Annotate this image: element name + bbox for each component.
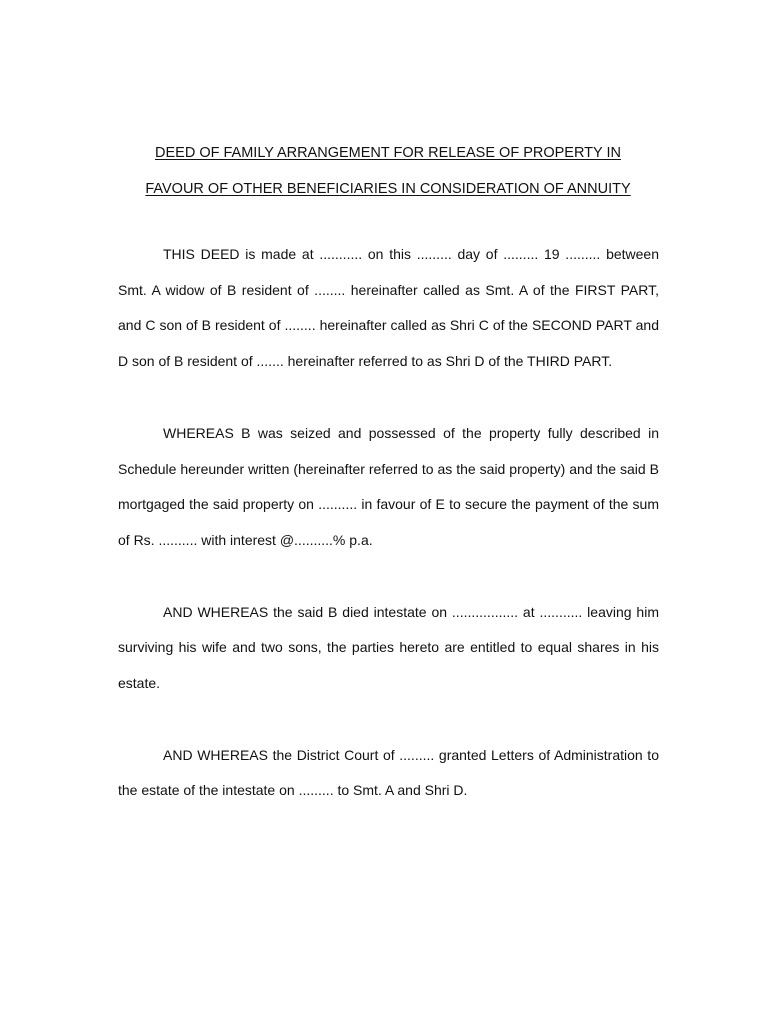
deed-title (118, 136, 658, 207)
paragraph-whereas-intestate: AND WHEREAS the said B died intestate on ................. at ........... leaving him surviving his wife and two sons, the parties hereto are entitled to equal shares in his estate. (118, 603, 659, 692)
deed-body (118, 237, 659, 809)
paragraph-parties: THIS DEED is made at ........... on this ......... day of ......... 19 ......... between Smt. A widow of B resident of ........ hereinafter called as Smt. A of the FIRST PART, and C son of B resident of ........ hereinafter called as Shri C of the SECOND PART and D son of B resident of ....... hereinafter referred to as Shri D of the THIRD PART. (118, 246, 659, 370)
deed-title-line-2: FAVOUR OF OTHER BENEFICIARIES IN CONSIDERATION OF ANNUITY (145, 180, 631, 197)
deed-title-line-1: DEED OF FAMILY ARRANGEMENT FOR RELEASE OF PROPERTY IN (155, 145, 621, 161)
paragraph-whereas-letters-of-administration: AND WHEREAS the District Court of ......... granted Letters of Administration to the estate of the intestate on ......... to Smt. A and Shri D. (118, 746, 659, 799)
paragraph-whereas-mortgage: WHEREAS B was seized and possessed of the property fully described in Schedule hereunder written (hereinafter referred to as the said property) and the said B mortgaged the said property on .......... in favour of E to secure the payment of the sum of Rs. .......... with interest @..........% p.a. (118, 424, 659, 548)
